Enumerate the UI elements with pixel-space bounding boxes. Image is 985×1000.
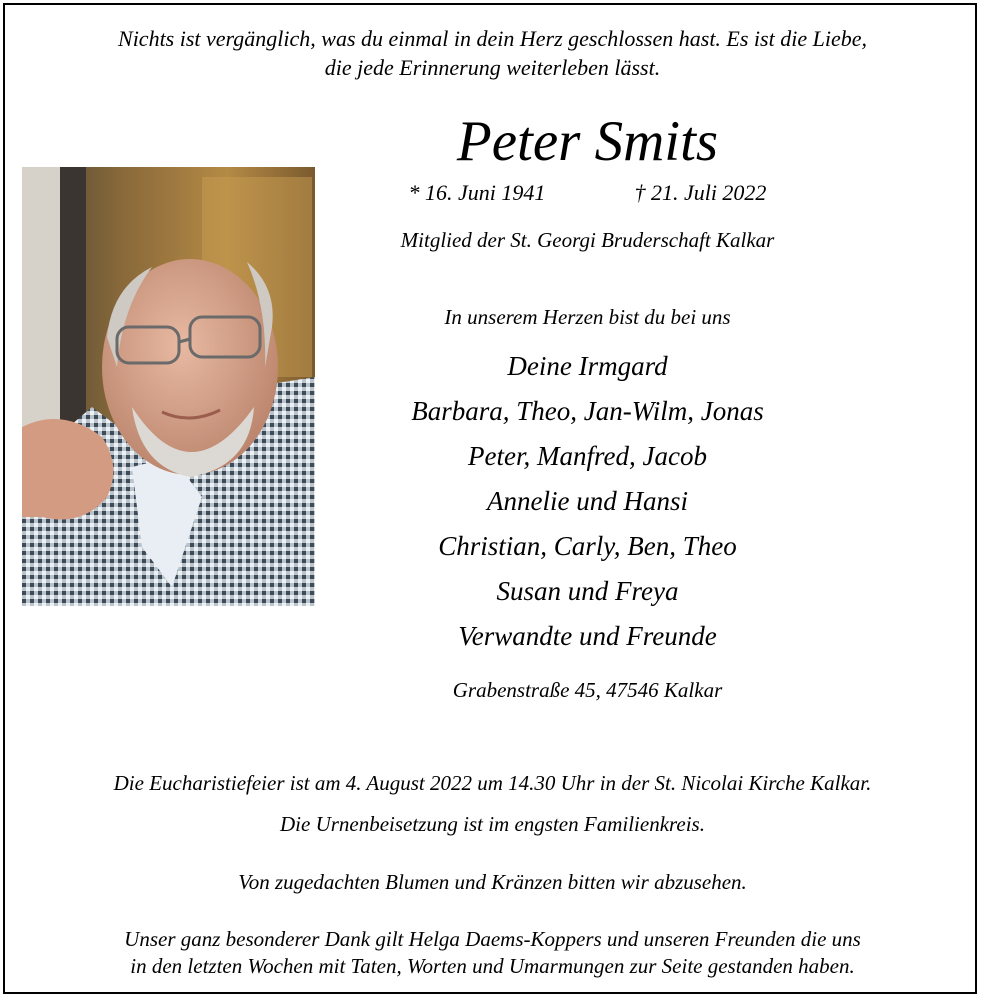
- membership-line: Mitglied der St. Georgi Bruderschaft Kalkar: [400, 228, 775, 252]
- portrait-photo: [22, 167, 315, 606]
- service-line: Die Eucharistiefeier ist am 4. August 2022 um 14.30 Uhr in der St. Nicolai Kirche Kalkar.: [113, 771, 872, 795]
- deceased-name: Peter Smits: [456, 110, 719, 173]
- birth-date: * 16. Juni 1941: [408, 180, 546, 205]
- death-date: † 21. Juli 2022: [634, 180, 767, 205]
- mourner-line: Deine Irmgard: [507, 351, 668, 381]
- mourner-line: Annelie und Hansi: [487, 486, 688, 516]
- quote-line-2: die jede Erinnerung weiterleben lässt.: [324, 55, 661, 80]
- mourner-line: Susan und Freya: [496, 576, 679, 606]
- address-line: Grabenstraße 45, 47546 Kalkar: [452, 678, 723, 702]
- mourner-line: Barbara, Theo, Jan-Wilm, Jonas: [411, 396, 764, 426]
- quote-line-1: Nichts ist vergänglich, was du einmal in dein Herz geschlossen hast. Es ist die Liebe,: [118, 26, 867, 51]
- mourner-line: Peter, Manfred, Jacob: [468, 441, 707, 471]
- life-dates: [390, 180, 785, 206]
- thanks-line-1: Unser ganz besonderer Dank gilt Helga Daems-Koppers und unseren Freunden die uns: [124, 927, 861, 951]
- flowers-note: Von zugedachten Blumen und Kränzen bitten wir abzusehen.: [238, 870, 747, 894]
- mourner-line: Verwandte und Freunde: [458, 621, 717, 651]
- heart-line: In unserem Herzen bist du bei uns: [444, 305, 731, 329]
- mourner-line: Christian, Carly, Ben, Theo: [438, 531, 737, 561]
- service-line: Die Urnenbeisetzung ist im engsten Familienkreis.: [280, 812, 705, 836]
- thanks-line-2: in den letzten Wochen mit Taten, Worten und Umarmungen zur Seite gestanden haben.: [130, 954, 855, 978]
